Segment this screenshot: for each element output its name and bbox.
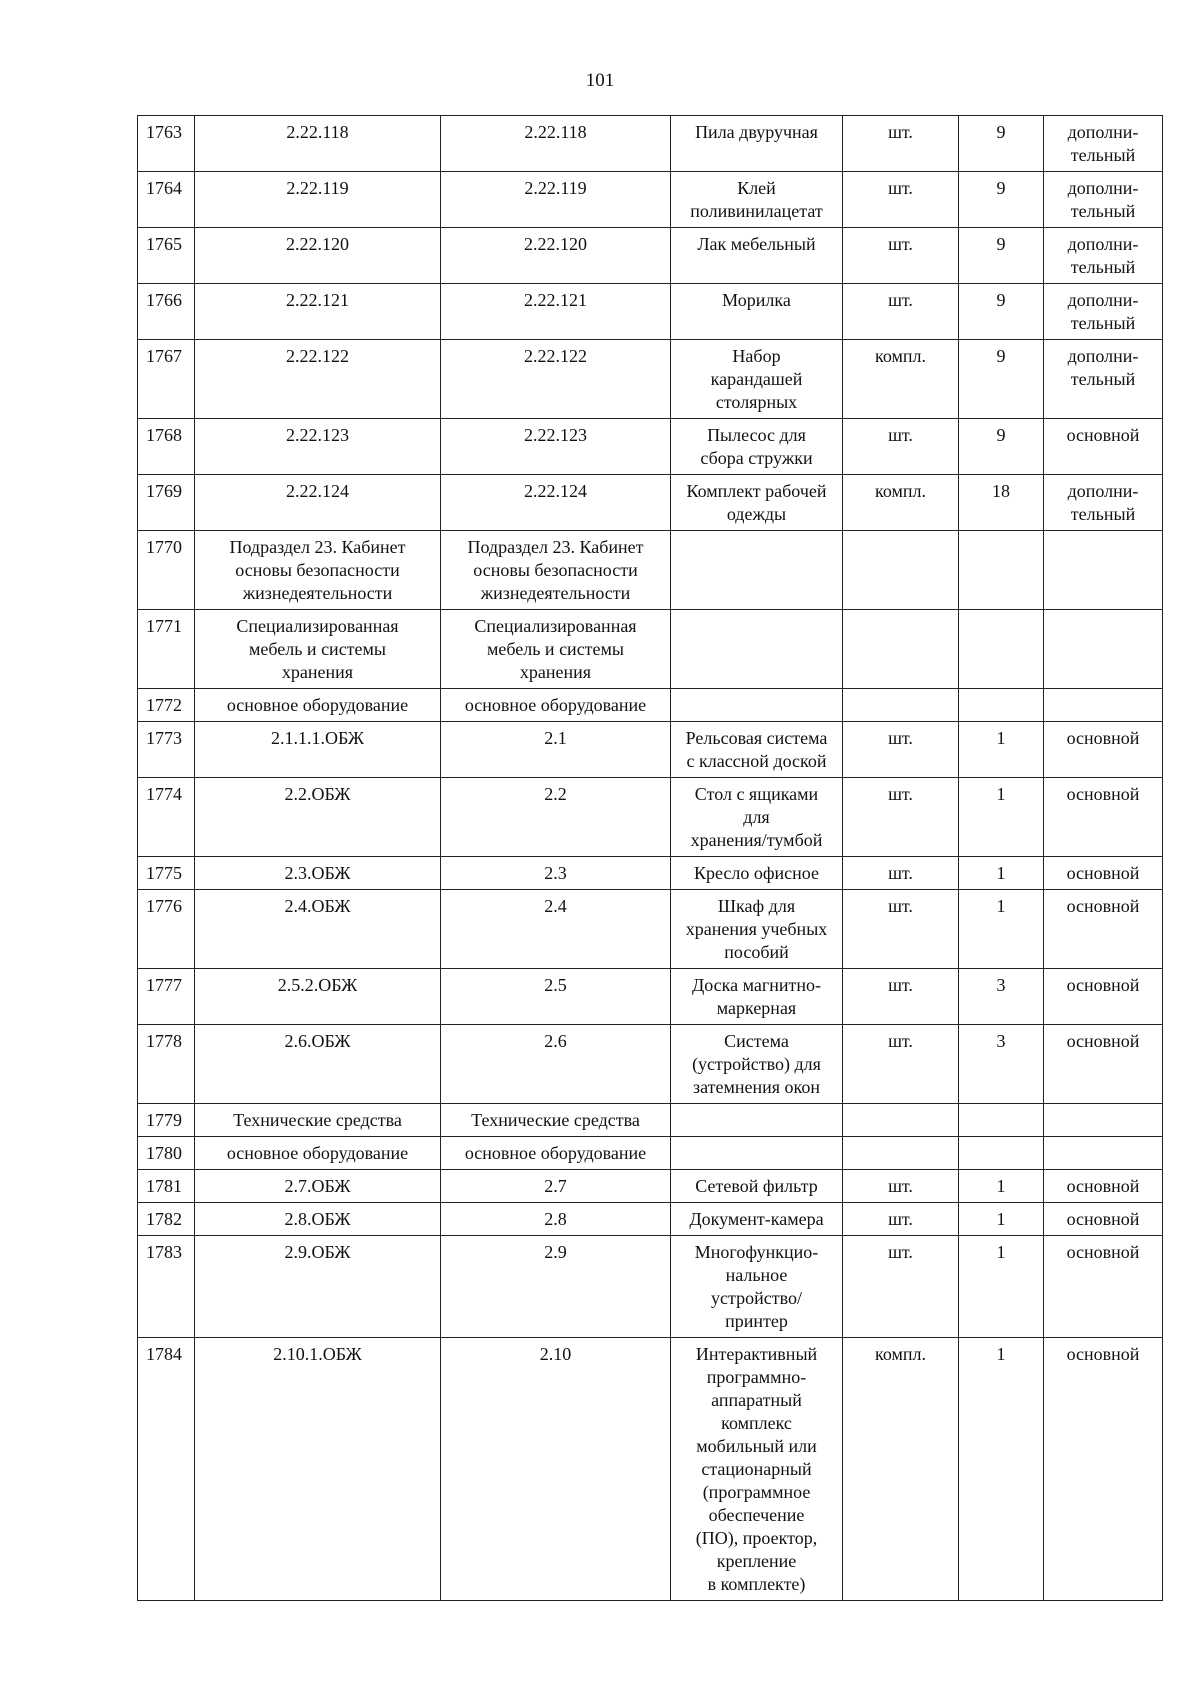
unit-cell: [843, 531, 959, 610]
table-row: [138, 284, 1163, 340]
quantity-cell: 9: [959, 340, 1044, 419]
row-number-cell: 1775: [138, 857, 195, 890]
table-row: [138, 1338, 1163, 1601]
code-secondary-cell: 2.22.124: [441, 475, 671, 531]
row-number-cell: 1768: [138, 419, 195, 475]
row-number-cell: 1776: [138, 890, 195, 969]
code-secondary-cell: основное оборудование: [441, 689, 671, 722]
item-name-cell: Пылесос для сбора стружки: [671, 419, 843, 475]
quantity-cell: 1: [959, 1338, 1044, 1601]
item-name-cell: [671, 1104, 843, 1137]
equipment-type-cell: дополни- тельный: [1044, 228, 1163, 284]
code-primary-cell: 2.22.121: [195, 284, 441, 340]
code-secondary-cell: Подраздел 23. Кабинет основы безопасности жизнедеятельности: [441, 531, 671, 610]
quantity-cell: 1: [959, 778, 1044, 857]
table-row: [138, 778, 1163, 857]
row-number-cell: 1772: [138, 689, 195, 722]
equipment-type-cell: основной: [1044, 1025, 1163, 1104]
equipment-type-cell: дополни- тельный: [1044, 284, 1163, 340]
item-name-cell: Доска магнитно- маркерная: [671, 969, 843, 1025]
quantity-cell: 1: [959, 1236, 1044, 1338]
row-number-cell: 1784: [138, 1338, 195, 1601]
quantity-cell: 3: [959, 969, 1044, 1025]
code-primary-cell: 2.22.122: [195, 340, 441, 419]
item-name-cell: Комплект рабочей одежды: [671, 475, 843, 531]
row-number-cell: 1766: [138, 284, 195, 340]
row-number-cell: 1782: [138, 1203, 195, 1236]
unit-cell: шт.: [843, 1236, 959, 1338]
code-secondary-cell: 2.5: [441, 969, 671, 1025]
code-secondary-cell: Технические средства: [441, 1104, 671, 1137]
code-primary-cell: 2.2.ОБЖ: [195, 778, 441, 857]
table-row: [138, 1236, 1163, 1338]
table-row: [138, 116, 1163, 172]
equipment-type-cell: основной: [1044, 1203, 1163, 1236]
row-number-cell: 1771: [138, 610, 195, 689]
equipment-type-cell: основной: [1044, 1338, 1163, 1601]
table-row: [138, 969, 1163, 1025]
table-row: [138, 722, 1163, 778]
row-number-cell: 1778: [138, 1025, 195, 1104]
unit-cell: [843, 1137, 959, 1170]
code-primary-cell: 2.22.124: [195, 475, 441, 531]
equipment-table: [137, 115, 1163, 1601]
page-number: 101: [585, 70, 615, 91]
code-primary-cell: 2.7.ОБЖ: [195, 1170, 441, 1203]
table-row: [138, 419, 1163, 475]
unit-cell: шт.: [843, 722, 959, 778]
row-number-cell: 1773: [138, 722, 195, 778]
table-row: [138, 1170, 1163, 1203]
item-name-cell: Лак мебельный: [671, 228, 843, 284]
unit-cell: шт.: [843, 778, 959, 857]
item-name-cell: Интерактивный программно- аппаратный комплекс мобильный или стационарный (программное обеспечение (ПО), проектор, крепление в комплекте): [671, 1338, 843, 1601]
item-name-cell: Кресло офисное: [671, 857, 843, 890]
table-row: [138, 1203, 1163, 1236]
row-number-cell: 1781: [138, 1170, 195, 1203]
table-row: [138, 531, 1163, 610]
item-name-cell: Стол с ящиками для хранения/тумбой: [671, 778, 843, 857]
unit-cell: шт.: [843, 228, 959, 284]
item-name-cell: Клей поливинилацетат: [671, 172, 843, 228]
row-number-cell: 1769: [138, 475, 195, 531]
table-row: [138, 475, 1163, 531]
row-number-cell: 1763: [138, 116, 195, 172]
table-row: [138, 1104, 1163, 1137]
equipment-type-cell: основной: [1044, 722, 1163, 778]
unit-cell: шт.: [843, 969, 959, 1025]
item-name-cell: [671, 531, 843, 610]
equipment-type-cell: основной: [1044, 890, 1163, 969]
unit-cell: шт.: [843, 1203, 959, 1236]
item-name-cell: [671, 1137, 843, 1170]
table-row: [138, 610, 1163, 689]
unit-cell: [843, 689, 959, 722]
item-name-cell: [671, 610, 843, 689]
quantity-cell: 9: [959, 228, 1044, 284]
unit-cell: шт.: [843, 857, 959, 890]
code-primary-cell: 2.22.118: [195, 116, 441, 172]
unit-cell: шт.: [843, 419, 959, 475]
quantity-cell: 18: [959, 475, 1044, 531]
quantity-cell: 9: [959, 116, 1044, 172]
code-secondary-cell: 2.22.118: [441, 116, 671, 172]
equipment-type-cell: основной: [1044, 1170, 1163, 1203]
code-secondary-cell: 2.22.119: [441, 172, 671, 228]
code-secondary-cell: 2.9: [441, 1236, 671, 1338]
quantity-cell: [959, 1104, 1044, 1137]
quantity-cell: 9: [959, 419, 1044, 475]
table-row: [138, 228, 1163, 284]
code-secondary-cell: 2.2: [441, 778, 671, 857]
quantity-cell: 1: [959, 1203, 1044, 1236]
quantity-cell: 3: [959, 1025, 1044, 1104]
code-primary-cell: Технические средства: [195, 1104, 441, 1137]
unit-cell: шт.: [843, 284, 959, 340]
code-primary-cell: 2.4.ОБЖ: [195, 890, 441, 969]
equipment-type-cell: [1044, 1104, 1163, 1137]
item-name-cell: Морилка: [671, 284, 843, 340]
table-row: [138, 689, 1163, 722]
code-primary-cell: 2.22.123: [195, 419, 441, 475]
row-number-cell: 1777: [138, 969, 195, 1025]
table-row: [138, 172, 1163, 228]
unit-cell: шт.: [843, 116, 959, 172]
code-primary-cell: 2.22.119: [195, 172, 441, 228]
table-row: [138, 1137, 1163, 1170]
row-number-cell: 1779: [138, 1104, 195, 1137]
equipment-type-cell: [1044, 1137, 1163, 1170]
equipment-type-cell: [1044, 610, 1163, 689]
code-primary-cell: основное оборудование: [195, 1137, 441, 1170]
row-number-cell: 1764: [138, 172, 195, 228]
code-secondary-cell: 2.8: [441, 1203, 671, 1236]
code-secondary-cell: 2.22.123: [441, 419, 671, 475]
code-secondary-cell: 2.6: [441, 1025, 671, 1104]
quantity-cell: [959, 531, 1044, 610]
code-primary-cell: 2.6.ОБЖ: [195, 1025, 441, 1104]
equipment-type-cell: основной: [1044, 419, 1163, 475]
code-primary-cell: 2.1.1.1.ОБЖ: [195, 722, 441, 778]
equipment-type-cell: дополни- тельный: [1044, 340, 1163, 419]
item-name-cell: Рельсовая система с классной доской: [671, 722, 843, 778]
code-secondary-cell: Специализированная мебель и системы хранения: [441, 610, 671, 689]
code-primary-cell: 2.3.ОБЖ: [195, 857, 441, 890]
code-secondary-cell: 2.22.121: [441, 284, 671, 340]
quantity-cell: 9: [959, 172, 1044, 228]
unit-cell: компл.: [843, 475, 959, 531]
unit-cell: [843, 610, 959, 689]
unit-cell: шт.: [843, 1170, 959, 1203]
quantity-cell: 9: [959, 284, 1044, 340]
quantity-cell: 1: [959, 1170, 1044, 1203]
equipment-type-cell: основной: [1044, 1236, 1163, 1338]
equipment-type-cell: основной: [1044, 969, 1163, 1025]
code-secondary-cell: 2.4: [441, 890, 671, 969]
code-secondary-cell: 2.7: [441, 1170, 671, 1203]
code-primary-cell: 2.10.1.ОБЖ: [195, 1338, 441, 1601]
unit-cell: шт.: [843, 172, 959, 228]
code-secondary-cell: 2.22.122: [441, 340, 671, 419]
equipment-type-cell: основной: [1044, 857, 1163, 890]
quantity-cell: 1: [959, 857, 1044, 890]
row-number-cell: 1783: [138, 1236, 195, 1338]
quantity-cell: [959, 689, 1044, 722]
row-number-cell: 1780: [138, 1137, 195, 1170]
row-number-cell: 1765: [138, 228, 195, 284]
equipment-type-cell: дополни- тельный: [1044, 475, 1163, 531]
code-secondary-cell: основное оборудование: [441, 1137, 671, 1170]
unit-cell: компл.: [843, 1338, 959, 1601]
row-number-cell: 1770: [138, 531, 195, 610]
equipment-type-cell: [1044, 689, 1163, 722]
unit-cell: шт.: [843, 1025, 959, 1104]
item-name-cell: Многофункцио- нальное устройство/ принтер: [671, 1236, 843, 1338]
item-name-cell: Пила двуручная: [671, 116, 843, 172]
row-number-cell: 1774: [138, 778, 195, 857]
code-primary-cell: Подраздел 23. Кабинет основы безопасности жизнедеятельности: [195, 531, 441, 610]
quantity-cell: 1: [959, 722, 1044, 778]
equipment-type-cell: дополни- тельный: [1044, 172, 1163, 228]
equipment-type-cell: основной: [1044, 778, 1163, 857]
item-name-cell: Шкаф для хранения учебных пособий: [671, 890, 843, 969]
code-primary-cell: 2.9.ОБЖ: [195, 1236, 441, 1338]
item-name-cell: Система (устройство) для затемнения окон: [671, 1025, 843, 1104]
item-name-cell: [671, 689, 843, 722]
code-secondary-cell: 2.10: [441, 1338, 671, 1601]
quantity-cell: [959, 610, 1044, 689]
code-secondary-cell: 2.3: [441, 857, 671, 890]
table-row: [138, 1025, 1163, 1104]
item-name-cell: Документ-камера: [671, 1203, 843, 1236]
item-name-cell: Сетевой фильтр: [671, 1170, 843, 1203]
quantity-cell: 1: [959, 890, 1044, 969]
code-secondary-cell: 2.22.120: [441, 228, 671, 284]
code-primary-cell: 2.22.120: [195, 228, 441, 284]
row-number-cell: 1767: [138, 340, 195, 419]
code-secondary-cell: 2.1: [441, 722, 671, 778]
unit-cell: шт.: [843, 890, 959, 969]
code-primary-cell: основное оборудование: [195, 689, 441, 722]
equipment-type-cell: [1044, 531, 1163, 610]
code-primary-cell: Специализированная мебель и системы хранения: [195, 610, 441, 689]
equipment-type-cell: дополни- тельный: [1044, 116, 1163, 172]
table-row: [138, 340, 1163, 419]
table-row: [138, 857, 1163, 890]
code-primary-cell: 2.8.ОБЖ: [195, 1203, 441, 1236]
item-name-cell: Набор карандашей столярных: [671, 340, 843, 419]
table-row: [138, 890, 1163, 969]
unit-cell: компл.: [843, 340, 959, 419]
unit-cell: [843, 1104, 959, 1137]
code-primary-cell: 2.5.2.ОБЖ: [195, 969, 441, 1025]
quantity-cell: [959, 1137, 1044, 1170]
